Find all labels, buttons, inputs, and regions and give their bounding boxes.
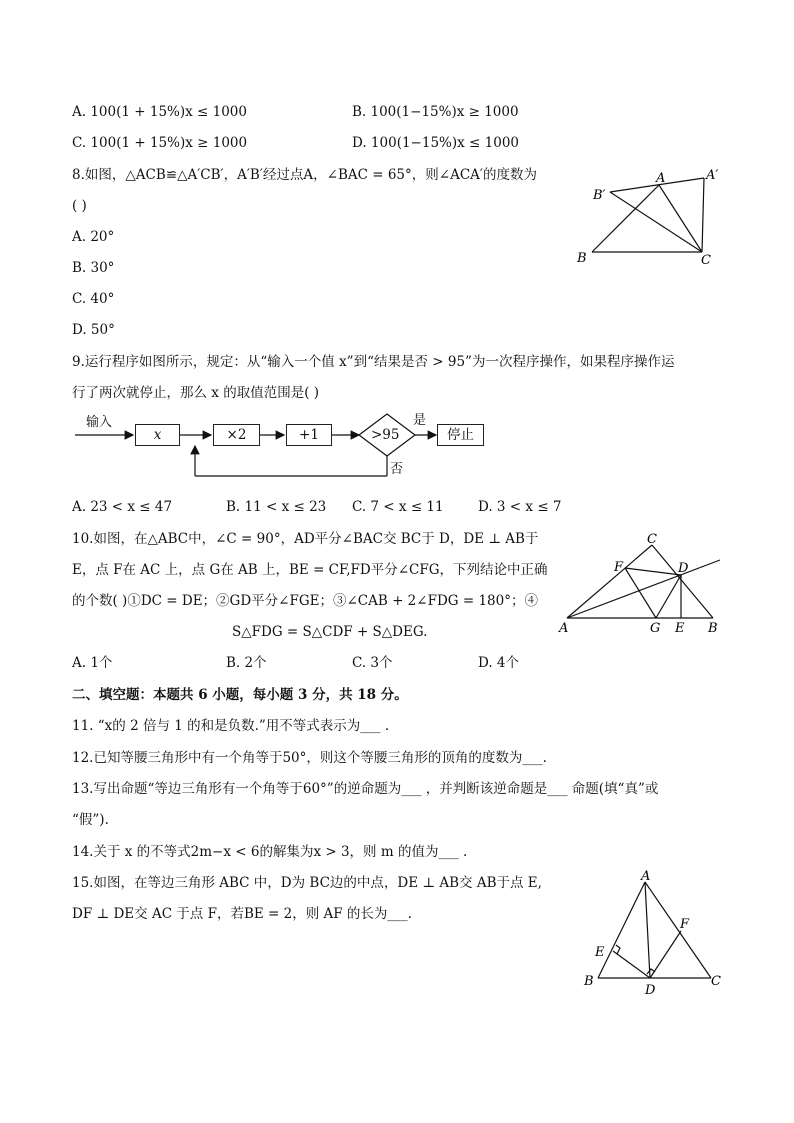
q15-label-c: C	[711, 974, 721, 989]
q13-line2: “假”).	[72, 812, 109, 828]
q8-option-d: D. 50°	[72, 322, 115, 338]
q15-line2: DF ⊥ DE交 AC 于点 F，若BE = 2，则 AF 的长为___.	[72, 906, 412, 922]
q8-stem: 8.如图，△ACB≌△A′CB′，A′B′经过点A，∠BAC = 65°，则∠ACA′的度数为	[72, 167, 537, 183]
q9-flow-input-label: 输入	[86, 415, 113, 430]
q15-figure	[578, 868, 728, 998]
q10-label-c: C	[647, 532, 657, 547]
q10-option-c: C. 3个	[352, 655, 393, 671]
q14-text: 14.关于 x 的不等式2m−x < 6的解集为x > 3，则 m 的值为___ .	[72, 844, 468, 860]
q10-label-f: F	[614, 560, 624, 575]
q7-option-b: B. 100(1−15%)x ≥ 1000	[352, 104, 519, 120]
q10-option-a: A. 1个	[72, 655, 113, 671]
q8-figure	[570, 162, 730, 272]
q15-label-b: B	[584, 974, 594, 989]
q10-option-d: D. 4个	[478, 655, 520, 671]
q10-stem-line2: E，点 F在 AC 上，点 G在 AB 上，BE = CF,FD平分∠CFG，下列结论中正确	[72, 562, 548, 578]
q8-label-c: C	[701, 253, 711, 268]
q13-line1: 13.写出命题“等边三角形有一个角等于60°”的逆命题为___ ，并判断该逆命题是___ 命题(填“真”或	[72, 781, 659, 797]
q7-option-a: A. 100(1 + 15%)x ≤ 1000	[72, 104, 247, 120]
q8-option-c: C. 40°	[72, 291, 115, 307]
q9-flow-box-add: +1	[286, 424, 332, 446]
q15-label-e: E	[595, 945, 605, 960]
q10-label-e: E	[675, 621, 685, 636]
q9-stem-line2: 行了两次就停止，那么 x 的取值范围是( )	[72, 385, 320, 401]
q10-figure	[555, 530, 730, 638]
q10-label-d: D	[678, 561, 689, 576]
q9-option-b: B. 11 < x ≤ 23	[226, 499, 327, 515]
q10-label-g: G	[650, 621, 661, 636]
q8-option-b: B. 30°	[72, 260, 115, 276]
q8-paren: ( )	[72, 198, 87, 214]
q15-label-d: D	[645, 983, 656, 998]
q10-stem-line3: 的个数( )①DC = DE；②GD平分∠FGE；③∠CAB + 2∠FDG = 180°；④	[72, 593, 538, 609]
q10-stem-line4: S△FDG = S△CDF + S△DEG.	[232, 624, 428, 640]
q7-option-c: C. 100(1 + 15%)x ≥ 1000	[72, 135, 248, 151]
q11-text: 11. “x的 2 倍与 1 的和是负数.”用不等式表示为___ .	[72, 718, 390, 734]
q8-label-a: A	[656, 171, 666, 186]
q8-label-a-prime: A′	[706, 168, 719, 183]
q9-flow-diamond-label: >95	[371, 427, 400, 443]
q8-label-b: B	[577, 251, 587, 266]
section2-heading: 二、填空题：本题共 6 小题，每小题 3 分，共 18 分。	[72, 687, 408, 703]
q9-flow-box-x: x	[135, 424, 180, 446]
q9-flow-box-stop: 停止	[437, 424, 484, 446]
q15-label-f: F	[680, 917, 690, 932]
q8-option-a: A. 20°	[72, 229, 115, 245]
q10-label-a: A	[559, 621, 569, 636]
q9-option-a: A. 23 < x ≤ 47	[72, 499, 173, 515]
q9-option-c: C. 7 < x ≤ 11	[352, 499, 444, 515]
q9-flow-yes-label: 是	[413, 413, 427, 428]
q9-flow-no-label: 否	[390, 462, 404, 477]
q10-option-b: B. 2个	[226, 655, 267, 671]
q10-label-b: B	[708, 621, 718, 636]
q9-option-d: D. 3 < x ≤ 7	[478, 499, 562, 515]
q9-stem-line1: 9.运行程序如图所示，规定：从“输入一个值 x”到“结果是否 > 95”为一次程序操作，如果程序操作运	[72, 354, 675, 370]
q9-flow-box-multiply: ×2	[213, 424, 260, 446]
q15-line1: 15.如图，在等边三角形 ABC 中，D为 BC边的中点，DE ⊥ AB交 AB于点 E,	[72, 875, 542, 891]
q8-label-b-prime: B′	[593, 188, 606, 203]
q12-text: 12.已知等腰三角形中有一个角等于50°，则这个等腰三角形的顶角的度数为___.	[72, 750, 547, 766]
q10-stem-line1: 10.如图，在△ABC中，∠C = 90°，AD平分∠BAC交 BC于 D，DE ⊥ AB于	[72, 531, 539, 547]
q9-flowchart-lines	[70, 408, 490, 488]
q7-option-d: D. 100(1−15%)x ≤ 1000	[352, 135, 519, 151]
q15-label-a: A	[641, 869, 651, 884]
